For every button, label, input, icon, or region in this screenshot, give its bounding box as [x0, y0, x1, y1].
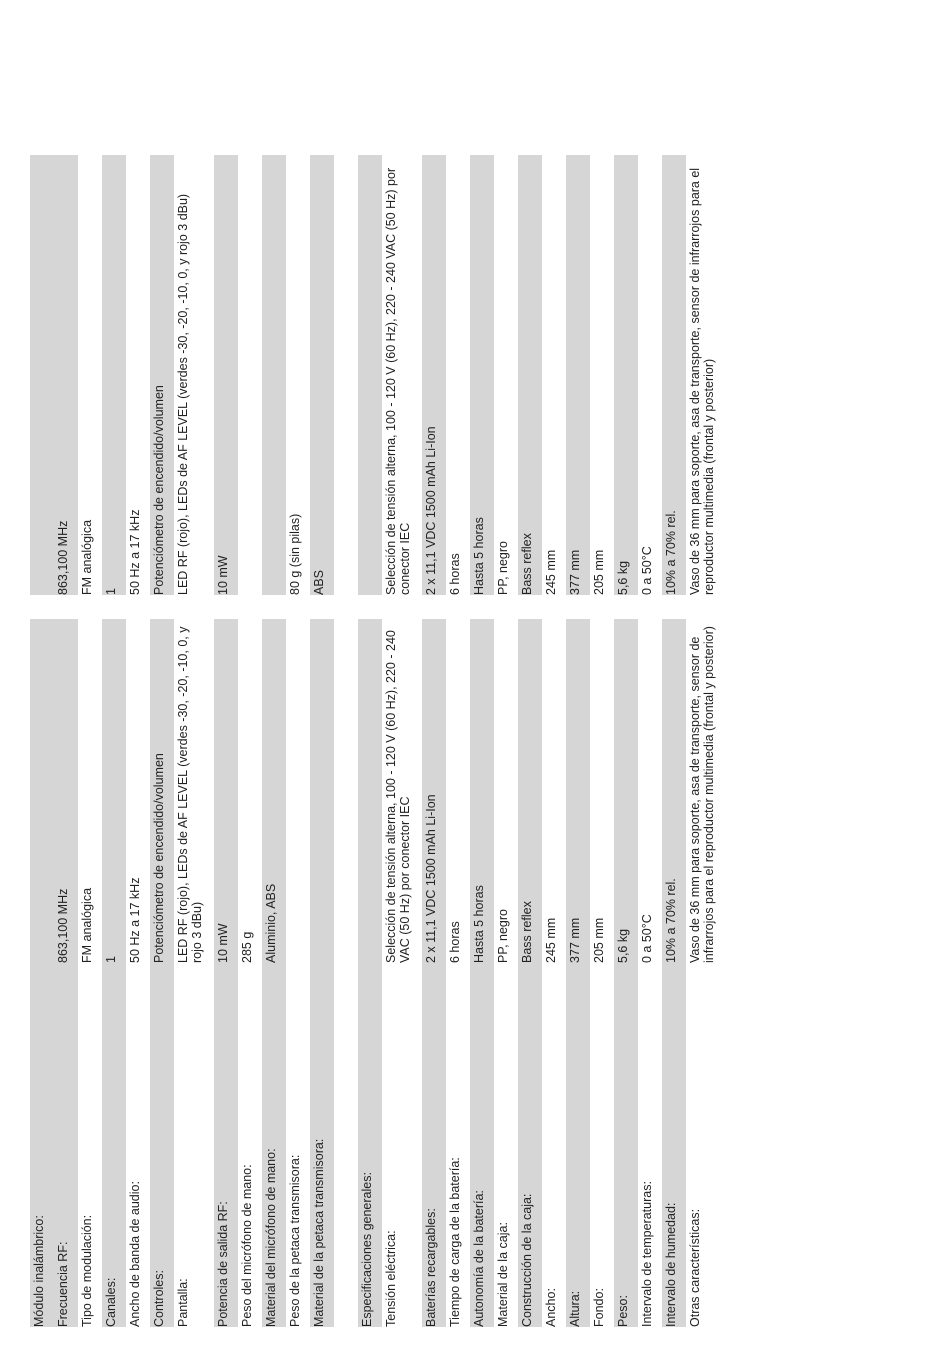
- row-label: Material de la caja:: [496, 1222, 510, 1327]
- value-col-1: 5,6 kg: [614, 619, 638, 963]
- row-label: Peso del micrófono de mano:: [240, 1164, 254, 1327]
- value-col-2: 10 mW: [214, 155, 238, 595]
- value-col-2: Vaso de 36 mm para soporte, asa de transporte, sensor de infrarrojos para el reproductor multimedia (frontal y posterior): [688, 167, 716, 595]
- row-label: Material de la petaca transmisora:: [310, 963, 334, 1327]
- table-row: [382, 155, 422, 1327]
- table-row: [614, 155, 638, 1327]
- column-gap: [262, 595, 286, 619]
- value-col-1: 6 horas: [448, 921, 462, 963]
- column-gap: [174, 595, 214, 619]
- column-gap: [126, 595, 150, 619]
- table-row: [286, 155, 310, 1327]
- spacer-cell: [334, 963, 358, 1327]
- column-gap: [238, 595, 262, 619]
- table-row: [214, 155, 238, 1327]
- value-col-2: 50 Hz a 17 kHz: [128, 509, 142, 595]
- value-col-2: Bass reflex: [518, 155, 542, 595]
- value-col-1: Hasta 5 horas: [470, 619, 494, 963]
- value-col-1: 285 g: [240, 931, 254, 963]
- value-col-2: 6 horas: [448, 553, 462, 595]
- row-label: Intervalo de temperaturas:: [640, 1181, 654, 1327]
- section-title: Especificaciones generales:: [358, 963, 382, 1327]
- column-gap: [54, 595, 78, 619]
- value-col-1: 10 mW: [214, 619, 238, 963]
- spacer-cell: [334, 155, 358, 595]
- section-header-row: [358, 155, 382, 1327]
- row-label: Tipo de modulación:: [80, 1214, 94, 1327]
- row-label: Peso:: [614, 963, 638, 1327]
- table-row: [686, 155, 726, 1327]
- column-gap: [494, 595, 518, 619]
- value-col-1: FM analógica: [80, 887, 94, 963]
- table-row: [238, 155, 262, 1327]
- value-col-1: LED RF (rojo), LEDs de AF LEVEL (verdes -30, -20, -10, 0, y rojo 3 dBu): [176, 626, 204, 963]
- column-gap: [214, 595, 238, 619]
- row-label: Frecuencia RF:: [54, 963, 78, 1327]
- row-label: Otras características:: [688, 1208, 702, 1327]
- value-col-2: Hasta 5 horas: [470, 155, 494, 595]
- row-label: Ancho:: [544, 1288, 558, 1327]
- value-col-1: 863,100 MHz: [54, 619, 78, 963]
- table-row: [102, 155, 126, 1327]
- column-gap: [662, 595, 686, 619]
- row-label: Altura:: [566, 963, 590, 1327]
- row-label: Controles:: [150, 963, 174, 1327]
- table-row: [446, 155, 470, 1327]
- table-row: [262, 155, 286, 1327]
- row-label: Construcción de la caja:: [518, 963, 542, 1327]
- table-row: [78, 155, 102, 1327]
- column-gap: [150, 595, 174, 619]
- table-cell: [30, 619, 54, 963]
- value-col-2: 5,6 kg: [614, 155, 638, 595]
- table-row: [542, 155, 566, 1327]
- row-label: Canales:: [102, 963, 126, 1327]
- value-col-2: [238, 155, 262, 595]
- table-row: [470, 155, 494, 1327]
- row-label: Baterías recargables:: [422, 963, 446, 1327]
- column-gap: [446, 595, 470, 619]
- value-col-1: 10% a 70% rel.: [662, 619, 686, 963]
- column-gap: [686, 595, 726, 619]
- value-col-2: 10% a 70% rel.: [662, 155, 686, 595]
- table-row: [126, 155, 150, 1327]
- value-col-2: 377 mm: [566, 155, 590, 595]
- value-col-2: FM analógica: [80, 519, 94, 595]
- spacer-cell: [334, 619, 358, 963]
- value-col-2: Potenciómetro de encendido/volumen: [150, 155, 174, 595]
- section-header-row: [30, 155, 54, 1327]
- value-col-1: Aluminio, ABS: [262, 619, 286, 963]
- spec-table: [30, 155, 726, 1327]
- row-label: Peso de la petaca transmisora:: [288, 1154, 302, 1327]
- row-label: Ancho de banda de audio:: [128, 1181, 142, 1327]
- value-col-1: 205 mm: [592, 917, 606, 963]
- row-label: Fondo:: [592, 1288, 606, 1327]
- row-label: Potencia de salida RF:: [214, 963, 238, 1327]
- value-col-1: 1: [102, 619, 126, 963]
- value-col-2: 245 mm: [544, 549, 558, 595]
- table-row: [150, 155, 174, 1327]
- spec-table-body: [30, 155, 726, 1327]
- value-col-2: 2 x 11,1 VDC 1500 mAh Li-Ion: [422, 155, 446, 595]
- row-label: Intervalo de humedad:: [662, 963, 686, 1327]
- column-gap: [590, 595, 614, 619]
- value-col-2: LED RF (rojo), LEDs de AF LEVEL (verdes -30, -20, -10, 0, y rojo 3 dBu): [176, 193, 190, 595]
- column-gap: [566, 595, 590, 619]
- value-col-2: ABS: [310, 155, 334, 595]
- table-cell: [358, 155, 382, 595]
- value-col-1: 377 mm: [566, 619, 590, 963]
- value-col-1: Vaso de 36 mm para soporte, asa de transporte, sensor de infrarrojos para el reproductor multimedia (frontal y posterior): [688, 626, 716, 963]
- spacer-cell: [334, 595, 358, 619]
- value-col-1: 0 a 50°C: [640, 914, 654, 963]
- value-col-2: 863,100 MHz: [54, 155, 78, 595]
- column-gap: [470, 595, 494, 619]
- value-col-1: [310, 619, 334, 963]
- table-row: [422, 155, 446, 1327]
- column-gap: [358, 595, 382, 619]
- value-col-2: 205 mm: [592, 549, 606, 595]
- row-label: Pantalla:: [176, 1278, 190, 1327]
- table-row: [494, 155, 518, 1327]
- table-cell: [30, 155, 54, 595]
- column-gap: [30, 595, 54, 619]
- table-row: [590, 155, 614, 1327]
- column-gap: [102, 595, 126, 619]
- row-label: Tensión eléctrica:: [384, 1230, 398, 1327]
- column-gap: [382, 595, 422, 619]
- value-col-2: Selección de tensión alterna, 100 - 120 V (60 Hz), 220 - 240 VAC (50 Hz) por conector IEC: [384, 167, 412, 595]
- row-label: Autonomía de la batería:: [470, 963, 494, 1327]
- table-cell: [358, 619, 382, 963]
- value-col-2: [262, 155, 286, 595]
- value-col-1: Bass reflex: [518, 619, 542, 963]
- column-gap: [310, 595, 334, 619]
- column-gap: [286, 595, 310, 619]
- value-col-2: PP, negro: [496, 541, 510, 595]
- table-row: [310, 155, 334, 1327]
- table-row: [174, 155, 214, 1327]
- row-label: Material del micrófono de mano:: [262, 963, 286, 1327]
- value-col-1: 245 mm: [544, 917, 558, 963]
- value-col-1: 2 x 11,1 VDC 1500 mAh Li-Ion: [422, 619, 446, 963]
- table-row: [638, 155, 662, 1327]
- value-col-2: 1: [102, 155, 126, 595]
- table-row: [54, 155, 78, 1327]
- value-col-1: PP, negro: [496, 909, 510, 963]
- section-title: Módulo inalámbrico:: [30, 963, 54, 1327]
- value-col-2: 80 g (sin pilas): [288, 513, 302, 595]
- table-row: [566, 155, 590, 1327]
- value-col-1: Selección de tensión alterna, 100 - 120 V (60 Hz), 220 - 240 VAC (50 Hz) por conector IEC: [384, 630, 412, 963]
- value-col-1: Potenciómetro de encendido/volumen: [150, 619, 174, 963]
- section-spacer: [334, 155, 358, 1327]
- table-row: [518, 155, 542, 1327]
- rotated-spec-table: [30, 155, 805, 1327]
- column-gap: [542, 595, 566, 619]
- column-gap: [638, 595, 662, 619]
- value-col-2: 0 a 50°C: [640, 546, 654, 595]
- column-gap: [518, 595, 542, 619]
- column-gap: [78, 595, 102, 619]
- column-gap: [422, 595, 446, 619]
- row-label: Tiempo de carga de la batería:: [448, 1157, 462, 1327]
- column-gap: [614, 595, 638, 619]
- value-col-1: [286, 619, 310, 963]
- value-col-1: 50 Hz a 17 kHz: [128, 877, 142, 963]
- table-row: [662, 155, 686, 1327]
